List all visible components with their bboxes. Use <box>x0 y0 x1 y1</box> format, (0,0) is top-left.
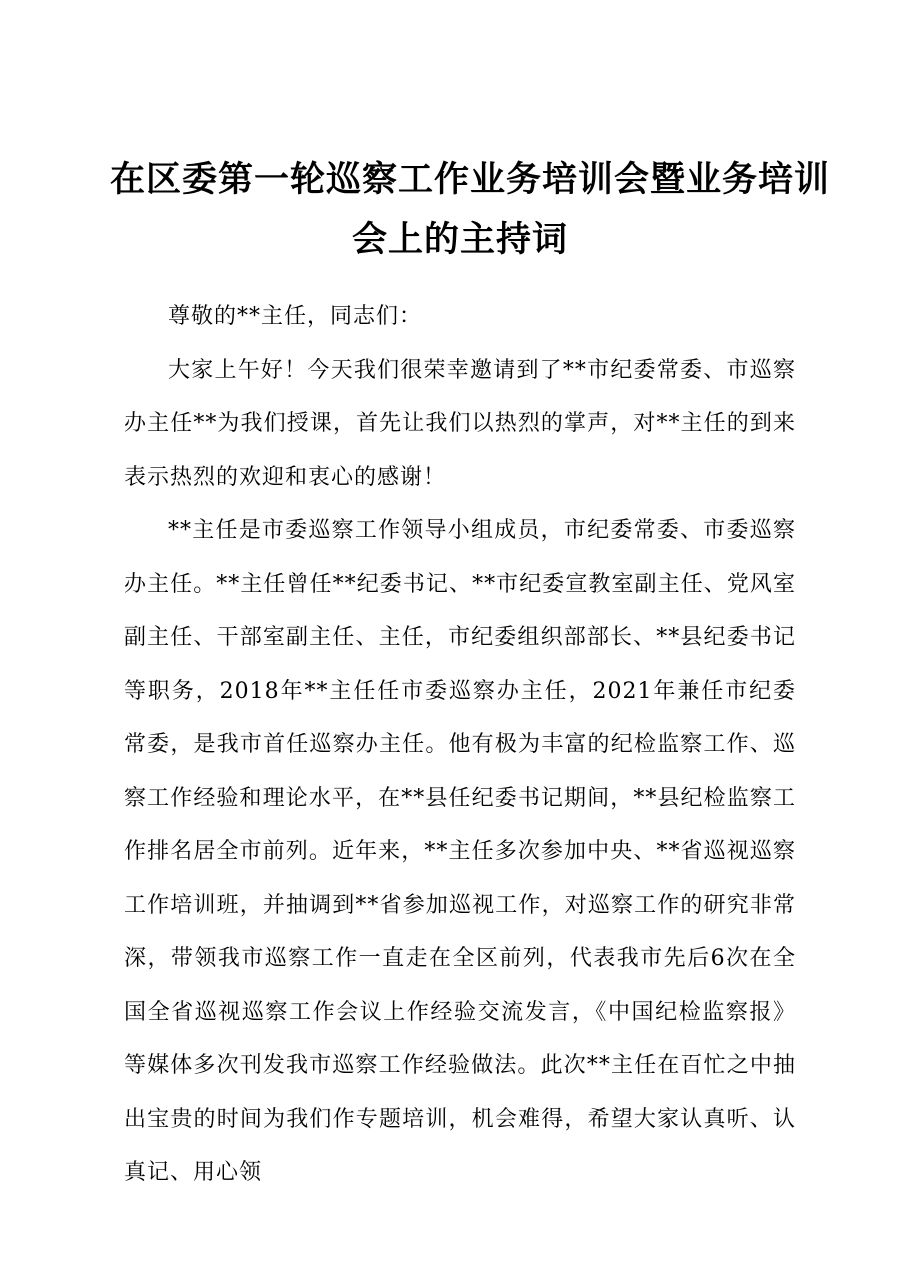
document-title <box>110 150 831 270</box>
title-line-1: 在区委第一轮巡察工作业务培训会暨业务培训 <box>110 160 831 200</box>
welcome-paragraph: 大家上午好！今天我们很荣幸邀请到了**市纪委常委、市巡察办主任**为我们授课，首先让我们以热烈的掌声，对**主任的到来表示热烈的欢迎和衷心的感谢！ <box>124 357 796 490</box>
salutation-paragraph: 尊敬的**主任，同志们： <box>168 304 423 329</box>
introduction-paragraph: **主任是市委巡察工作领导小组成员，市纪委常委、市委巡察办主任。**主任曾任**纪委书记、**市纪委宣教室副主任、党风室副主任、干部室副主任、主任，市纪委组织部部长、**县纪委书记等职务，2018年**主任任市委巡察办主任，2021年兼任市纪委常委，是我市首任巡察办主任。他有极为丰富的纪检监察工作、巡察工作经验和理论水平，在**县任纪委书记期间，**县纪检监察工作排名居全市前列。近年来，**主任多次参加中央、**省巡视巡察工作培训班，并抽调到**省参加巡视工作，对巡察工作的研究非常深，带领我市巡察工作一直走在全区前列，代表我市先后6次在全国全省巡视巡察工作会议上作经验交流发言，《中国纪检监察报》等媒体多次刊发我市巡察工作经验做法。此次**主任在百忙之中抽出宝贵的时间为我们作专题培训，机会难得，希望大家认真听、认真记、用心领 <box>124 518 796 1185</box>
title-line-2: 会上的主持词 <box>351 220 568 260</box>
document-body <box>124 290 796 1200</box>
